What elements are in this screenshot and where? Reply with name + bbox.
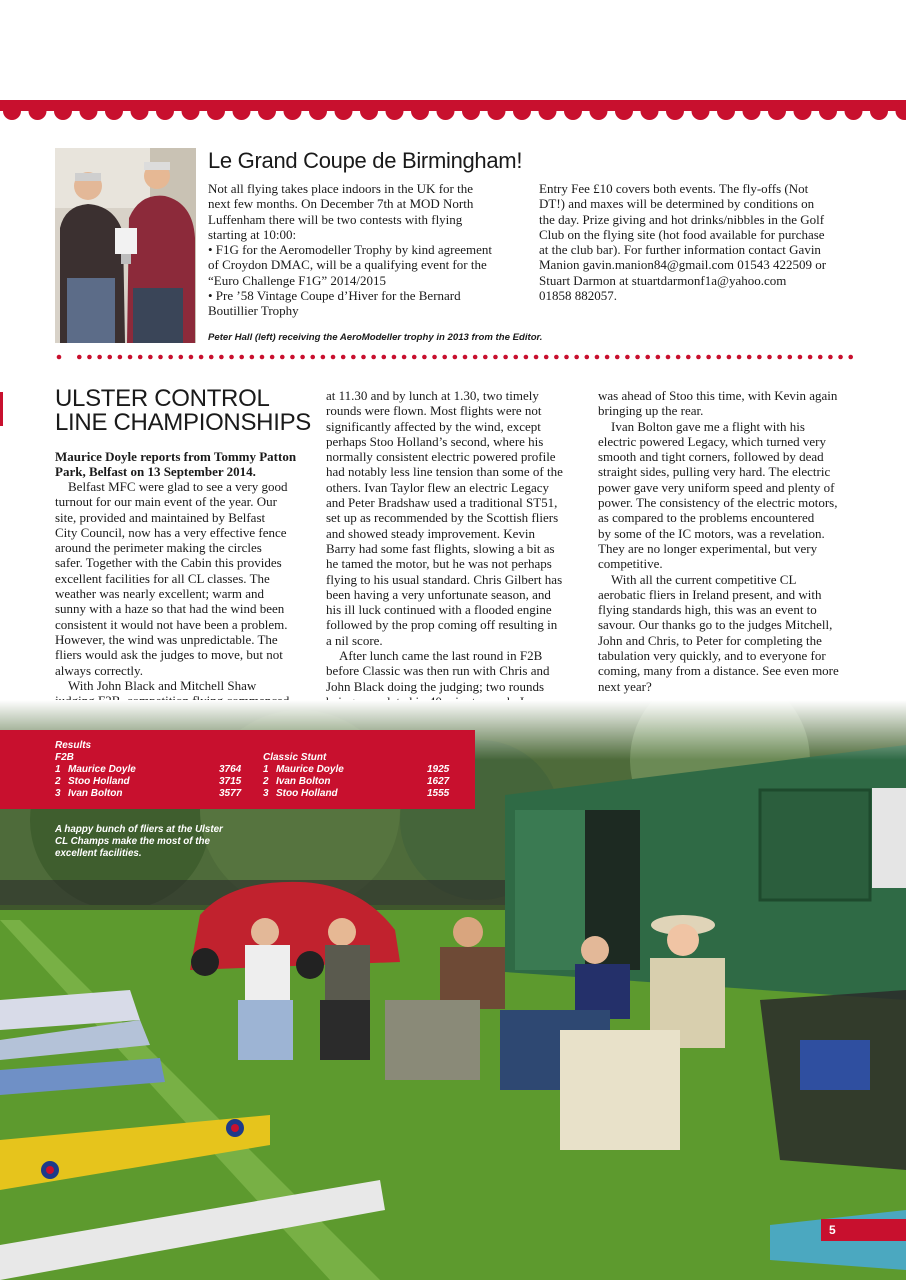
separator-dot [747,355,752,360]
text-line: competitive. [598,556,663,572]
ulster-title-line2: LINE CHAMPIONSHIPS [55,409,311,436]
scallop [284,102,302,120]
scallop [411,102,429,120]
separator-dot [148,355,153,360]
text-line: by some of the IC motors, was a revelation. [598,525,825,541]
grand-coupe-col1 [208,181,533,319]
result-name: Maurice Doyle [276,764,344,775]
ulster-byline [55,449,315,480]
separator-dot [432,355,437,360]
text-line: turnout for our main event of the year. Our [55,494,278,510]
separator-dot [788,355,793,360]
result-name: Ivan Bolton [276,776,331,787]
text-line: Entry Fee £10 covers both events. The fly-offs (Not [539,181,809,196]
separator-dot [229,355,234,360]
results-box [0,730,475,809]
text-line: followed by the prop coming off resulting in [326,617,558,633]
text-line: DT!) and maxes will be determined by conditions on [539,196,815,212]
text-line: flying to his usual standard. Chris Gilbert has [326,571,563,587]
scallop [3,102,21,120]
ulster-title-line1: ULSTER CONTROL [55,385,270,412]
result-score: 3764 [219,764,242,775]
top-scallop-border [0,100,906,122]
text-line: significantly affected by the wind, except [326,418,541,434]
trophy-caption: Peter Hall (left) receiving the AeroModeller trophy in 2013 from the Editor. [208,332,543,343]
text-line: he tamed the motor, but he was not perhaps [326,556,552,572]
separator-dot [250,355,255,360]
text-line: next year? [598,678,652,694]
separator-dot [260,355,265,360]
result-score: 1925 [427,764,450,775]
separator-dot [179,355,184,360]
separator-dot [219,355,224,360]
text-line: fliers would ask the judges to move, but not [55,647,283,663]
text-line: After lunch came the last round in F2B [339,648,543,664]
separator-dot [645,355,650,360]
separator-dot [422,355,427,360]
grand-coupe-title: Le Grand Coupe de Birmingham! [208,148,523,173]
separator-dot [767,355,772,360]
text-line: others. Ivan Taylor flew an electric Legacy [326,479,549,495]
result-rank: 1 [263,764,269,775]
text-line: coming, many from a distance. See even more [598,663,839,679]
text-line: sunny with a haze so that had the wind been [55,601,285,617]
separator-dot [290,355,295,360]
text-line: and Peter Bradshaw used a traditional ST51, [326,495,558,511]
text-line: weather was nearly excellent; warm and [55,586,264,602]
scallop [437,102,455,120]
byline-line2: Park, Belfast on 13 September 2014. [55,464,256,480]
page-number [821,1219,906,1241]
text-line: savour. Our thanks go to the judges Mitchell, [598,617,833,633]
separator-dot [310,355,315,360]
scallop [462,102,480,120]
separator-dot [798,355,803,360]
text-line: City Council, now has a very effective fence [55,524,287,540]
text-line: perhaps Stoo Holland’s second, where his [326,433,544,449]
result-score: 1555 [427,788,450,799]
separator-dot [574,355,579,360]
result-score: 1627 [427,776,450,787]
text-line: power gave very uniform speed and plenty of [598,479,835,495]
ulster-col2 [326,388,588,709]
separator-dot [605,355,610,360]
scallop [488,102,506,120]
text-line: They are no longer experimental, but very [598,540,818,556]
scallop [539,102,557,120]
separator-dot [412,355,417,360]
margin-mark [0,392,3,426]
text-line: Luffenham there will be two contests with flying [208,211,463,227]
separator-dot [615,355,620,360]
separator-dot [463,355,468,360]
scallop [54,102,72,120]
scallop [794,102,812,120]
separator-dot [503,355,508,360]
text-line: Manion gavin.manion84@gmail.com 01543 422509 or [539,257,827,273]
text-line: However, the wind was unpredictable. The [55,631,278,647]
result-rank: 2 [55,776,61,787]
result-name: Maurice Doyle [68,764,136,775]
separator-dot [158,355,163,360]
text-line: Barry had some fast flights, slowing a bit as [326,540,555,556]
text-line: site, provided and maintained by Belfast [55,509,266,525]
separator-dot [777,355,782,360]
scallop [386,102,404,120]
separator-dot [118,355,123,360]
results-heading: Results [55,740,92,751]
ulster-col1 [55,479,317,708]
text-line: With John Black and Mitchell Shaw [68,677,257,693]
separator-dot [848,355,853,360]
text-line: next few months. On December 7th at MOD North [208,196,474,212]
separator-dot [270,355,275,360]
text-line: John Black doing the judging; two rounds [326,678,545,694]
result-name: Stoo Holland [276,788,338,799]
separator-dot [382,355,387,360]
separator-dot [483,355,488,360]
caption-line1: A happy bunch of fliers at the Ulster [55,824,223,835]
text-line: Club on the flying site (hot food available for purchase [539,226,825,242]
separator-dot [351,355,356,360]
text-line: around the perimeter making the circles [55,540,262,556]
separator-dot [595,355,600,360]
separator-dot [280,355,285,360]
text-line: at the club bar). For further information contact Gavin [539,242,821,258]
separator-dot [625,355,630,360]
text-line: rounds were flown. Most flights were not [326,403,542,419]
scallop [360,102,378,120]
separator-dot [392,355,397,360]
separator-dot [737,355,742,360]
result-rank: 1 [55,764,61,775]
separator-dot [524,355,529,360]
text-line: before Classic was then run with Chris and [326,663,550,679]
grand-coupe-col2 [539,181,879,303]
trophy-photo [55,148,196,343]
separator-dot [544,355,549,360]
result-rank: 2 [263,776,269,787]
separator-dot [138,355,143,360]
separator-dot [838,355,843,360]
text-line: Ivan Bolton gave me a flight with his [611,418,805,434]
separator-dot [239,355,244,360]
separator-dot [727,355,732,360]
text-line: John and Chris, to Peter for completing the [598,632,822,648]
separator-dot [686,355,691,360]
separator-dot [666,355,671,360]
text-line: tabulation very quickly, and to everyone for [598,648,826,664]
dotted-separator [50,352,860,362]
scallop [513,102,531,120]
text-line: of Croydon DMAC, will be a qualifying event for the [208,257,487,273]
text-line: his ill luck continued with a flooded engine [326,602,552,618]
text-line: been having a very unfortunate season, and [326,586,551,602]
byline-line1: Maurice Doyle reports from Tommy Patton [55,449,297,464]
separator-dot [341,355,346,360]
separator-dot [107,355,112,360]
separator-dot [442,355,447,360]
text-line: was ahead of Stoo this time, with Kevin again [598,388,838,403]
text-line: starting at 10:00: [208,226,297,242]
text-line: normally consistent electric powered profile [326,449,556,465]
separator-dot [818,355,823,360]
text-line: Stuart Darmon at stuartdarmonf1a@yahoo.com [539,272,787,288]
scallop [743,102,761,120]
scallop [590,102,608,120]
text-line: safer. Together with the Cabin this provides [55,555,282,571]
text-line: “Euro Challenge F1G” 2014/2015 [208,272,386,288]
scallop [641,102,659,120]
text-line: set up as recommended by the Scottish fliers [326,510,559,526]
separator-dot [402,355,407,360]
separator-dot [371,355,376,360]
text-line: flying standards high, this was an event to [598,602,817,618]
scallop [29,102,47,120]
separator-dot [635,355,640,360]
text-line: always correctly. [55,662,143,678]
separator-dot [473,355,478,360]
separator-dot [513,355,518,360]
text-line: the day. Prize giving and hot drinks/nibbles in the Golf [539,211,825,227]
scallop [233,102,251,120]
text-line: excellent facilities for all CL classes. The [55,570,270,586]
scallop [692,102,710,120]
scallop [335,102,353,120]
separator-dot [128,355,133,360]
scallop [131,102,149,120]
scallop [845,102,863,120]
text-line: bringing up the rear. [598,403,704,419]
text-line: straight sides, pulling very hard. The electric [598,464,831,480]
text-line: Belfast MFC were glad to see a very good [68,479,288,494]
caption-line3: excellent facilities. [55,848,142,859]
text-line: and showed steady improvement. Kevin [326,525,536,541]
text-line: consistent it would not have been a problem. [55,616,288,632]
text-line: • Pre ’58 Vintage Coupe d’Hiver for the Bernard [208,288,461,304]
text-line: Boutillier Trophy [208,303,299,319]
separator-dot [77,355,82,360]
f2b-label: F2B [55,752,74,763]
separator-dot [57,355,62,360]
separator-dot [168,355,173,360]
text-line: 01858 882057. [539,288,617,304]
scallop [819,102,837,120]
group-photo-caption [55,824,223,860]
result-rank: 3 [263,788,269,799]
scallop [666,102,684,120]
separator-dot [199,355,204,360]
scallop [870,102,888,120]
text-line: aerobatic fliers in Ireland present, and with [598,586,822,602]
separator-dot [97,355,102,360]
result-name: Stoo Holland [68,776,130,787]
separator-dot [564,355,569,360]
scallop [258,102,276,120]
separator-dot [321,355,326,360]
scallop [182,102,200,120]
result-score: 3577 [219,788,242,799]
text-line: • F1G for the Aeromodeller Trophy by kind agreement [208,242,493,258]
separator-dot [585,355,590,360]
separator-dot [189,355,194,360]
separator-dot [656,355,661,360]
result-rank: 3 [55,788,61,799]
separator-dot [696,355,701,360]
scallop [156,102,174,120]
text-line: With all the current competitive CL [611,571,797,587]
separator-dot [209,355,214,360]
separator-dot [757,355,762,360]
scallop [768,102,786,120]
separator-dot [534,355,539,360]
scallop [309,102,327,120]
text-line: power. The consistency of the electric motors, [598,495,838,511]
separator-dot [716,355,721,360]
separator-dot [331,355,336,360]
text-line: electric powered Legacy, which turned very [598,433,826,449]
scallop [105,102,123,120]
text-line: had notably less line tension than some of the [326,464,563,480]
ulster-col3 [598,388,868,694]
ulster-title [55,387,311,435]
scallop [717,102,735,120]
result-name: Ivan Bolton [68,788,123,799]
scallop [80,102,98,120]
separator-dot [453,355,458,360]
separator-dot [493,355,498,360]
text-line: at 11.30 and by lunch at 1.30, two timely [326,388,539,403]
caption-line2: CL Champs make the most of the [55,836,210,847]
text-line: a nil score. [326,632,383,648]
separator-dot [300,355,305,360]
separator-dot [87,355,92,360]
separator-dot [706,355,711,360]
classic-label: Classic Stunt [263,752,327,763]
separator-dot [361,355,366,360]
scallop [615,102,633,120]
result-score: 3715 [219,776,242,787]
text-line: smooth and tight corners, followed by dead [598,449,824,465]
separator-dot [554,355,559,360]
text-line: as compared to the problems encountered [598,510,815,526]
scallop [564,102,582,120]
page-number-text: 5 [829,1223,836,1237]
separator-dot [828,355,833,360]
text-line: Not all flying takes place indoors in the UK for the [208,181,473,196]
scallop [207,102,225,120]
separator-dot [808,355,813,360]
separator-dot [676,355,681,360]
